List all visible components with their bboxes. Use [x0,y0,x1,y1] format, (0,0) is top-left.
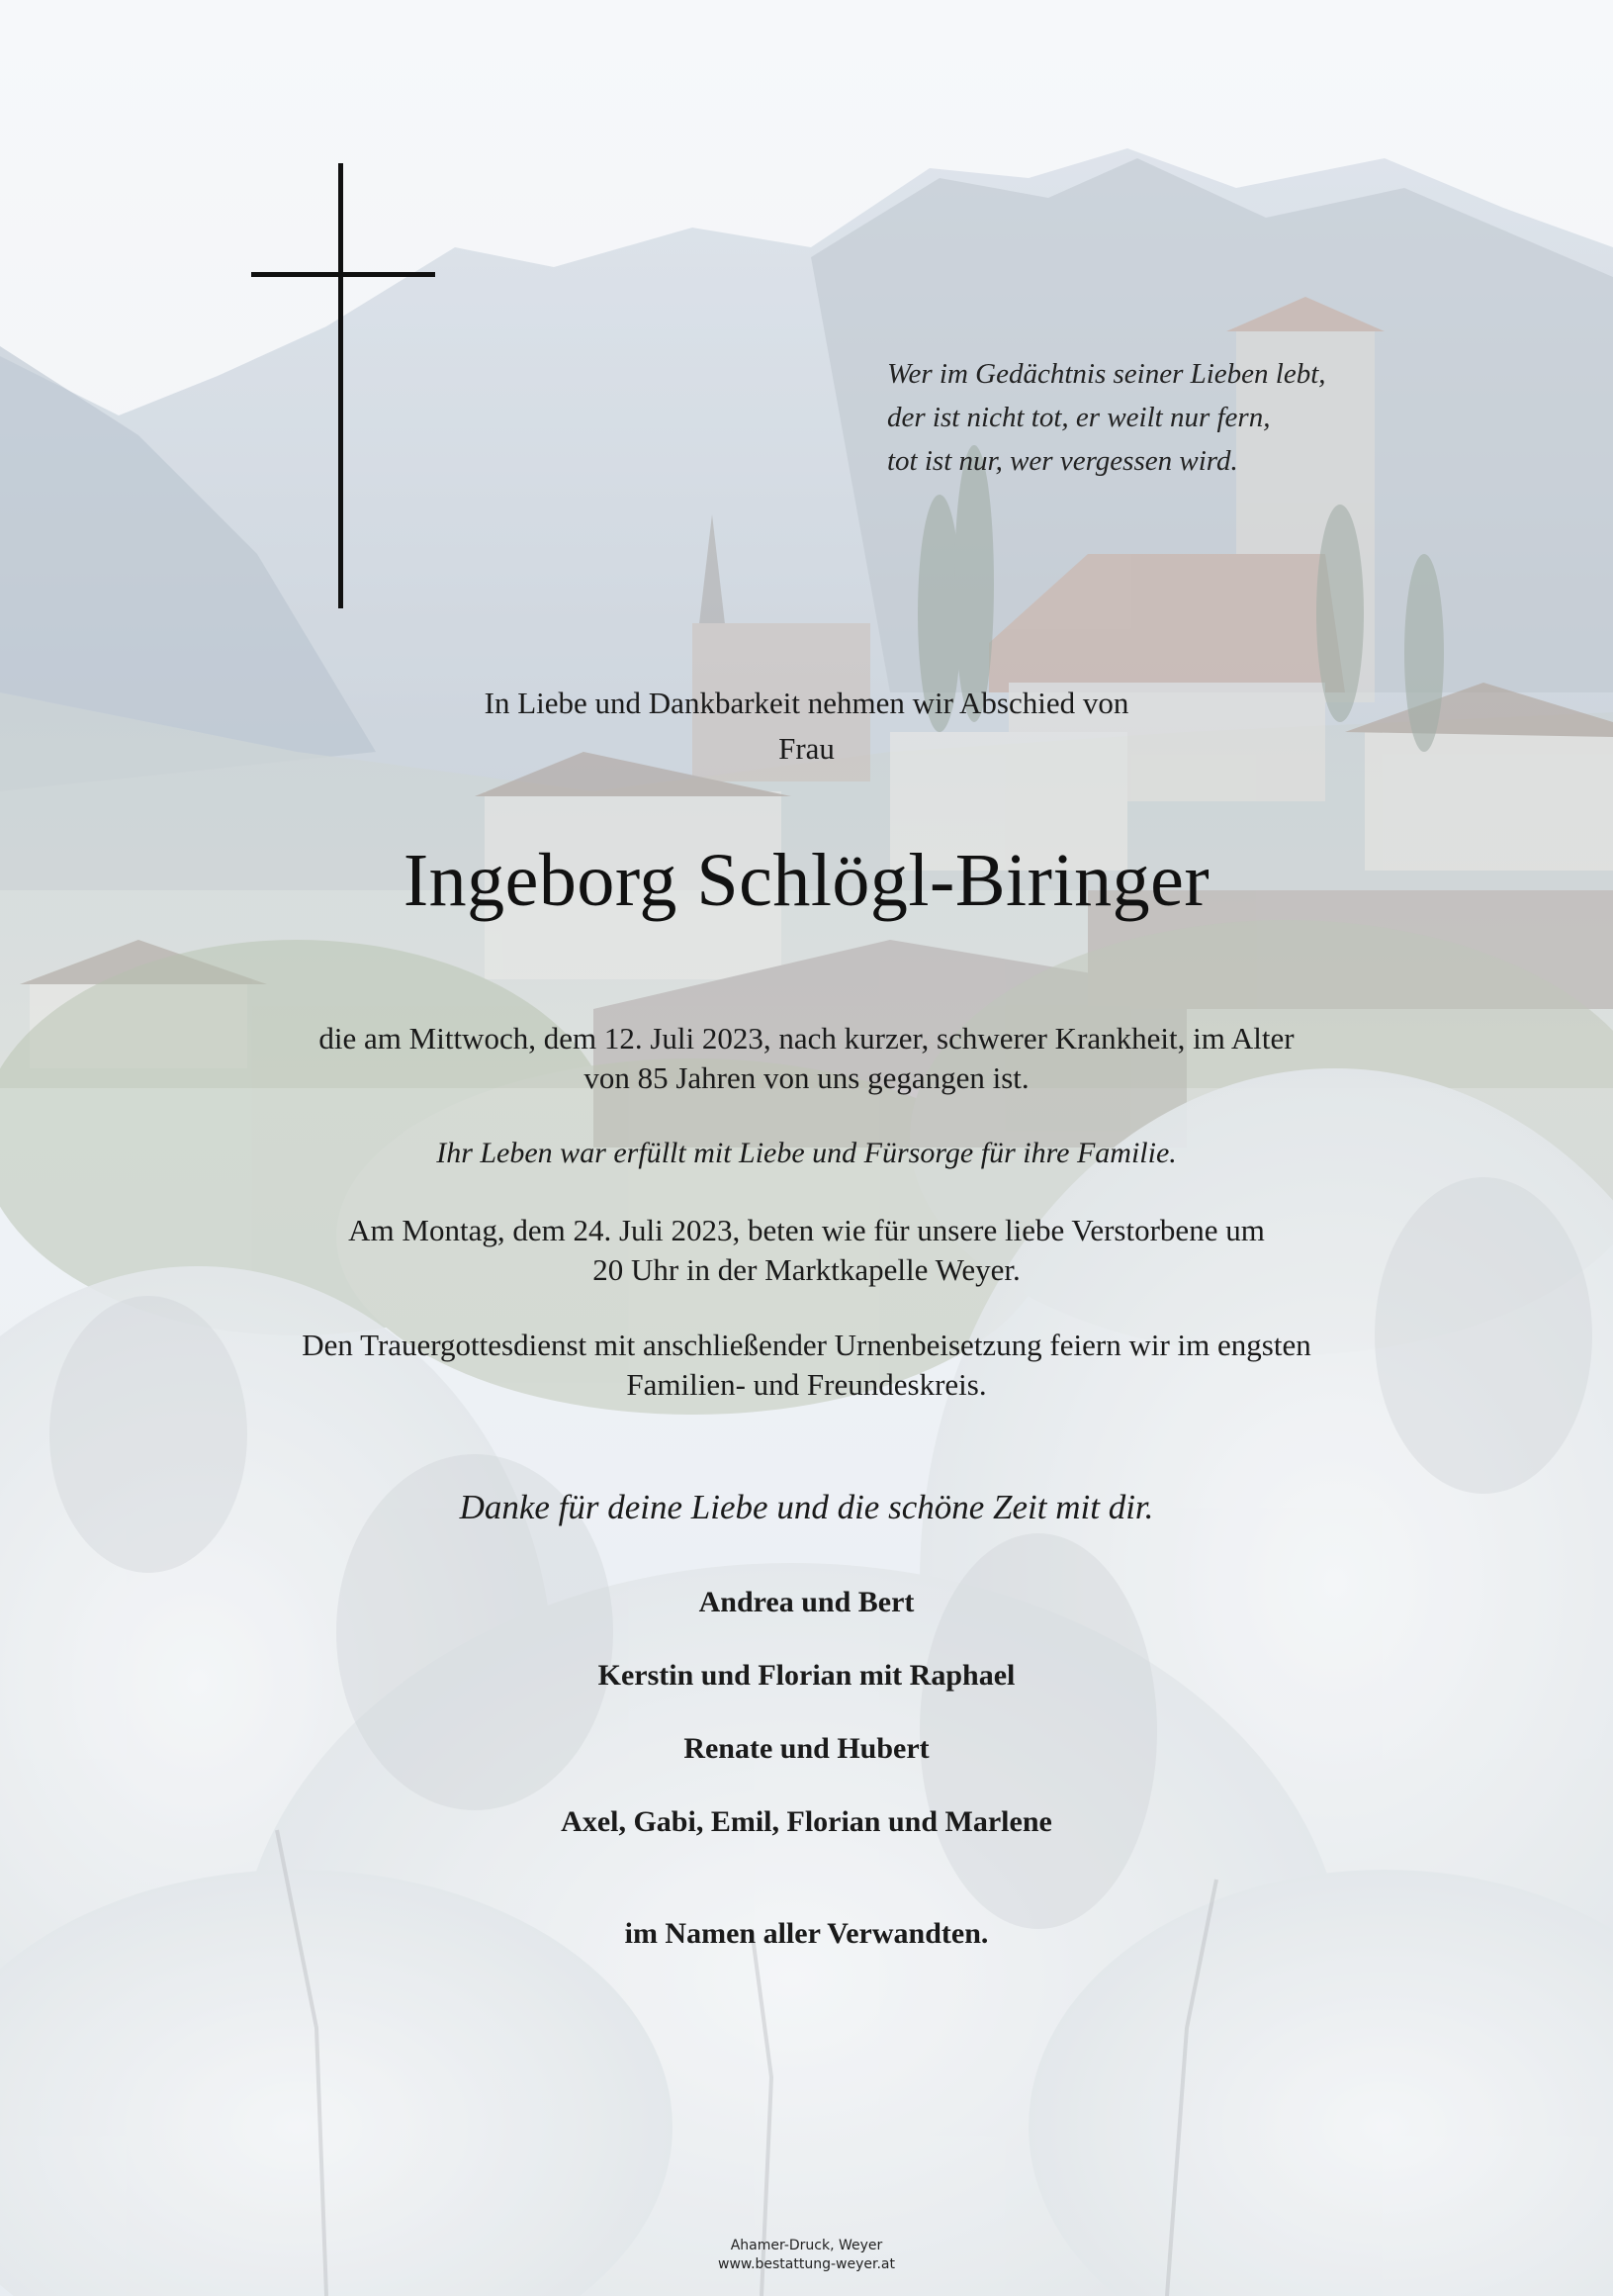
printer-name: Ahamer-Druck, Weyer [730,2238,883,2253]
service-line: Den Trauergottesdienst mit anschließender Urnenbeisetzung feiern wir im engsten [302,1328,1311,1362]
mourner-line: Andrea und Bert [698,1586,915,1618]
thanks-text: Danke für deine Liebe und die schöne Zeit mit dir. [459,1488,1154,1526]
prayer-notice [0,1211,1613,1290]
intro-text [0,681,1613,772]
deceased-name: Ingeborg Schlögl-Biringer [403,839,1210,922]
printer-website: www.bestattung-weyer.at [718,2256,895,2272]
service-line: Familien- und Freundeskreis. [626,1367,987,1402]
cross-icon-bar [251,272,435,277]
tribute-text: Ihr Leben war erfüllt mit Liebe und Fürsorge für ihre Familie. [436,1137,1177,1169]
cross-icon [338,163,343,608]
mourner-line: Axel, Gabi, Emil, Florian und Marlene [561,1805,1052,1838]
printer-footer [0,2237,1613,2274]
intro-line: In Liebe und Dankbarkeit nehmen wir Abschied von [484,686,1129,720]
passing-line: die am Mittwoch, dem 12. Juli 2023, nach kurzer, schwerer Krankheit, im Alter [318,1021,1295,1056]
memorial-quote [887,352,1441,483]
quote-line: tot ist nur, wer vergessen wird. [887,445,1238,477]
intro-salutation: Frau [778,731,835,766]
closing-text: im Namen aller Verwandten. [624,1917,989,1950]
prayer-line: Am Montag, dem 24. Juli 2023, beten wie für unsere liebe Verstorbene um [348,1213,1265,1247]
passing-notice [0,1019,1613,1098]
passing-line: von 85 Jahren von uns gegangen ist. [583,1060,1030,1095]
quote-line: Wer im Gedächtnis seiner Lieben lebt, [887,358,1326,390]
service-notice [0,1326,1613,1405]
mourner-line: Renate und Hubert [683,1732,930,1765]
prayer-line: 20 Uhr in der Marktkapelle Weyer. [592,1252,1021,1287]
quote-line: der ist nicht tot, er weilt nur fern, [887,402,1271,433]
mourner-line: Kerstin und Florian mit Raphael [597,1659,1016,1692]
